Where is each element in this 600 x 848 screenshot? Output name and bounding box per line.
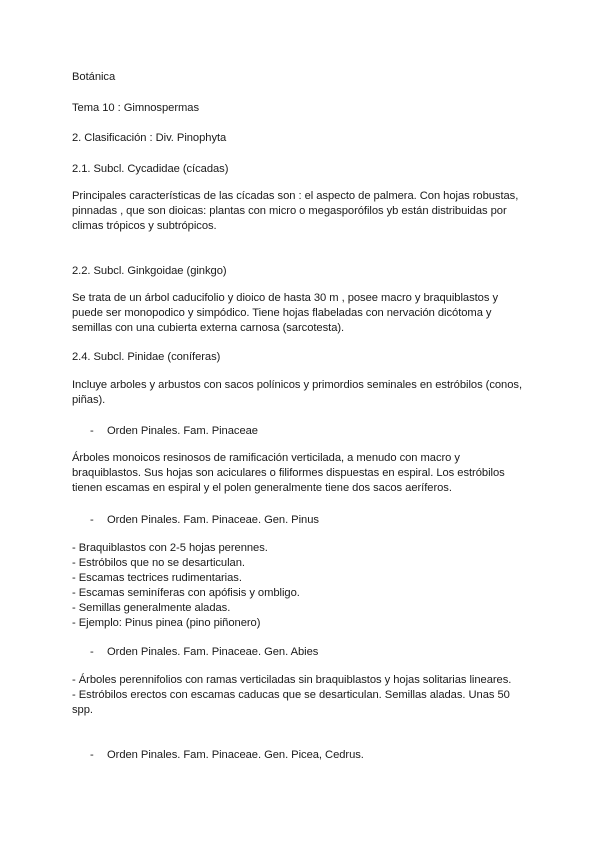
- pinus-item: - Semillas generalmente aladas.: [72, 602, 231, 614]
- topic-heading: Tema 10 : Gimnospermas: [72, 102, 199, 114]
- classification-heading: 2. Clasificación : Div. Pinophyta: [72, 132, 227, 144]
- pinaceae-text-line: Árboles monoicos resinosos de ramificación verticilada, a menudo con macro y: [72, 452, 460, 464]
- abies-heading: Orden Pinales. Fam. Pinaceae. Gen. Abies: [107, 646, 319, 658]
- abies-item: - Árboles perennifolios con ramas verticiladas sin braquiblastos y hojas solitarias lineares.: [72, 674, 512, 686]
- bullet-dash: -: [90, 514, 94, 526]
- pinus-item: - Ejemplo: Pinus pinea (pino piñonero): [72, 617, 261, 629]
- ginkgo-heading: 2.2. Subcl. Ginkgoidae (ginkgo): [72, 265, 227, 277]
- picea-heading: Orden Pinales. Fam. Pinaceae. Gen. Picea, Cedrus.: [107, 749, 364, 761]
- pinidae-text-line: Incluye arboles y arbustos con sacos polínicos y primordios seminales en estróbilos (conos,: [72, 379, 523, 391]
- pinaceae-heading: Orden Pinales. Fam. Pinaceae: [107, 425, 258, 437]
- pinaceae-text-line: tienen escamas en espiral y el polen generalmente tiene dos sacos aeríferos.: [72, 482, 452, 494]
- pinaceae-text-line: braquiblastos. Sus hojas son aciculares o filiformes dispuestas en espiral. Los estróbilos: [72, 467, 505, 479]
- bullet-dash: -: [90, 425, 94, 437]
- pinus-item: - Escamas seminíferas con apófisis y ombligo.: [72, 587, 300, 599]
- ginkgo-text-line: puede ser monopodico y simpódico. Tiene hojas flabeladas con nervación dicótoma y: [72, 307, 492, 319]
- ginkgo-text-line: semillas con una cubierta externa carnosa (sarcotesta).: [72, 322, 345, 334]
- subject-heading: Botánica: [72, 71, 116, 83]
- pinidae-heading: 2.4. Subcl. Pinidae (coníferas): [72, 351, 221, 363]
- pinidae-text-line: piñas).: [72, 394, 106, 406]
- abies-item: - Estróbilos erectos con escamas caducas que se desarticulan. Semillas aladas. Unas 50: [72, 689, 510, 701]
- pinus-heading: Orden Pinales. Fam. Pinaceae. Gen. Pinus: [107, 514, 319, 526]
- pinus-item: - Braquiblastos con 2-5 hojas perennes.: [72, 542, 268, 554]
- cycad-text-line: pinnadas , que son dioicas: plantas con micro o megasporófilos yb están distribuidas por: [72, 205, 507, 217]
- cycad-text-line: climas trópicos y subtrópicos.: [72, 220, 217, 232]
- abies-item: spp.: [72, 704, 93, 716]
- bullet-dash: -: [90, 646, 94, 658]
- cycad-heading: 2.1. Subcl. Cycadidae (cícadas): [72, 163, 229, 175]
- cycad-text-line: Principales características de las cícadas son : el aspecto de palmera. Con hojas robustas,: [72, 190, 519, 202]
- ginkgo-text-line: Se trata de un árbol caducifolio y dioico de hasta 30 m , posee macro y braquiblastos y: [72, 292, 498, 304]
- bullet-dash: -: [90, 749, 94, 761]
- pinus-item: - Estróbilos que no se desarticulan.: [72, 557, 245, 569]
- pinus-item: - Escamas tectrices rudimentarias.: [72, 572, 242, 584]
